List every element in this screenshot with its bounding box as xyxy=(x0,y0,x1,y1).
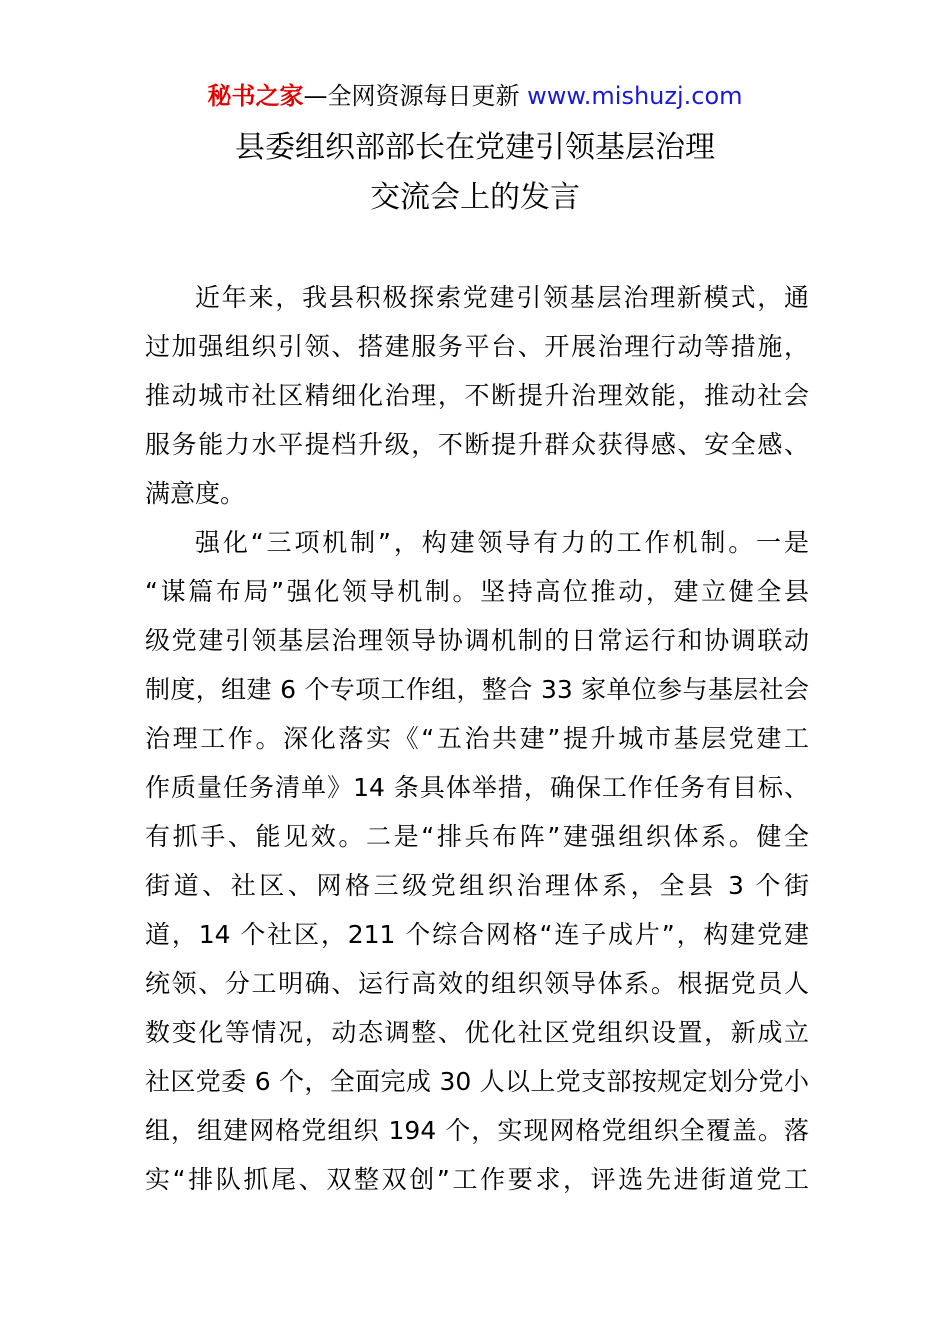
body-text-line: 数变化等情况，动态调整、优化社区党组织设置，新成立 xyxy=(145,1018,809,1047)
body-text-line: 街道、社区、网格三级党组织治理体系，全县 3 个街 xyxy=(145,871,809,900)
body-text-line: 实“排队抓尾、双整双创”工作要求，评选先进街道党工 xyxy=(145,1165,809,1194)
body-text-line: 服务能力水平提档升级，不断提升群众获得感、安全感、 xyxy=(145,430,809,459)
site-name: 秘书之家 xyxy=(207,82,304,110)
body-text-line: 满意度。 xyxy=(145,479,246,508)
site-header xyxy=(0,80,950,112)
body-text-line: 社区党委 6 个，全面完成 30 人以上党支部按规定划分党小 xyxy=(145,1067,809,1096)
body-text-line: 级党建引领基层治理领导协调机制的日常运行和协调联动 xyxy=(145,626,809,655)
body-text-line: 过加强组织引领、搭建服务平台、开展治理行动等措施， xyxy=(145,332,809,361)
document-title-line-1: 县委组织部部长在党建引领基层治理 xyxy=(235,130,715,165)
site-tagline: —全网资源每日更新 xyxy=(303,82,528,110)
site-url-link[interactable]: www.mishuzj.com xyxy=(527,82,743,110)
body-text-line: 制度，组建 6 个专项工作组，整合 33 家单位参与基层社会 xyxy=(145,675,809,704)
body-text-line: 道，14 个社区，211 个综合网格“连子成片”，构建党建 xyxy=(145,920,809,949)
body-text-line: 近年来，我县积极探索党建引领基层治理新模式，通 xyxy=(195,283,809,312)
body-text-line: 强化“三项机制”，构建领导有力的工作机制。一是 xyxy=(195,528,809,557)
body-text-line: 统领、分工明确、运行高效的组织领导体系。根据党员人 xyxy=(145,969,809,998)
body-text-line: 组，组建网格党组织 194 个，实现网格党组织全覆盖。落 xyxy=(145,1116,809,1145)
body-text-line: 推动城市社区精细化治理，不断提升治理效能，推动社会 xyxy=(145,381,809,410)
body-text-line: 治理工作。深化落实《“五治共建”提升城市基层党建工 xyxy=(145,724,809,753)
body-text-line: “谋篇布局”强化领导机制。坚持高位推动，建立健全县 xyxy=(145,577,809,606)
body-text-line: 作质量任务清单》14 条具体举措，确保工作任务有目标、 xyxy=(145,773,809,802)
body-text-line: 有抓手、能见效。二是“排兵布阵”建强组织体系。健全 xyxy=(145,822,809,851)
document-title-line-2: 交流会上的发言 xyxy=(370,180,580,215)
